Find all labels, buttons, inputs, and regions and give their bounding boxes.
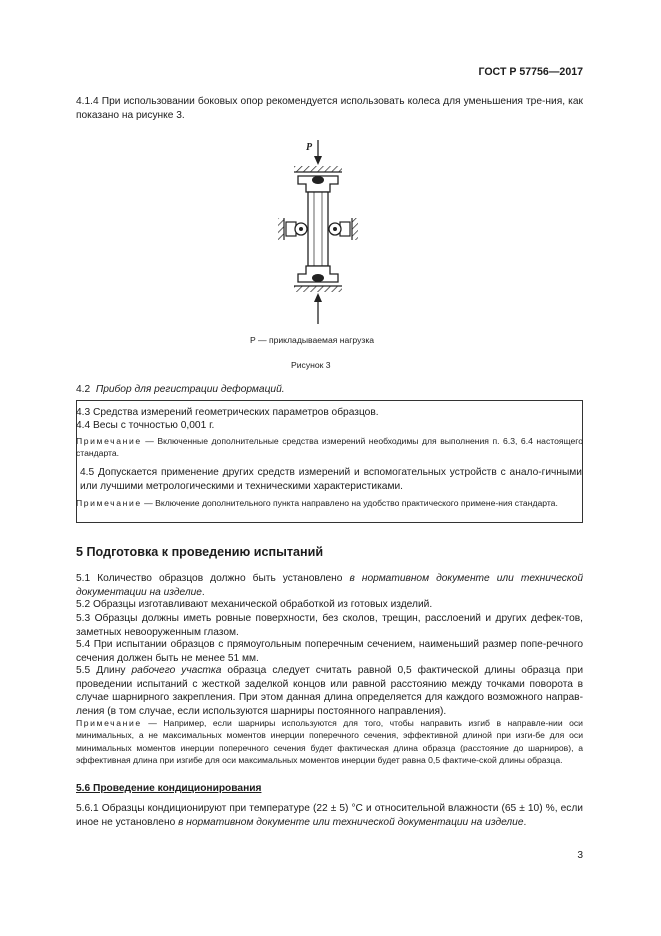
- figure-caption: Рисунок 3: [291, 360, 331, 370]
- bottom-support-hatch: [294, 286, 342, 292]
- note-2: Примечание — Включение дополнительного пункта направлено на удобство практического примене-ния стандарта.: [76, 498, 558, 508]
- right-support-hatch: [352, 218, 358, 240]
- paragraph-4-3: 4.3 Средства измерений геометрических параметров образцов.: [76, 407, 379, 418]
- paragraph-4-1-4: 4.1.4 При использовании боковых опор рекомендуется использовать колеса для уменьшения тре-ния, как показано на рисунке 3.: [76, 96, 583, 121]
- paragraph-5-4: 5.4 При испытании образцов с прямоугольным поперечным сечением, наименьший размер попе-речного сечения должен быть не менее 51 мм.: [76, 639, 583, 664]
- paragraph-5-1: 5.1 Количество образцов должно быть установлено в нормативном документе или технической документации на изделие.: [76, 573, 583, 598]
- page-number: 3: [577, 850, 583, 861]
- paragraph-4-5: 4.5 Допускается применение других средств измерений и вспомогательных устройств с анало-гичными или лучшими метрологическими и техническими характеристиками.: [80, 467, 582, 492]
- section-5-title: 5 Подготовка к проведению испытаний: [76, 545, 324, 559]
- figure-3-diagram: [268, 136, 378, 332]
- load-label: P: [306, 142, 313, 153]
- paragraph-5-5: 5.5 Длину рабочего участка образца следует считать равной 0,5 фактической длины образца при проведении испытаний с жесткой заделкой концов или равной расстоянию между точками поворота в случае шарнирного закрепления. При этом данная длина определяется для каждого возможного направ-ления (в том случае, если используются шарниры постоянного направления).: [76, 665, 584, 717]
- paragraph-5-3: 5.3 Образцы должны иметь ровные поверхности, без сколов, трещин, расслоений и других дефек-тов, заметных невооруженным глазом.: [76, 613, 583, 638]
- left-support-hatch: [278, 218, 284, 240]
- note-1: Примечание — Включенные дополнительные средства измерений необходимы для выполнения п. 6.3, 6.4 настоящего стандарта.: [76, 436, 583, 459]
- paragraph-5-6-1: 5.6.1 Образцы кондиционируют при температуре (22 ± 5) °С и относительной влажности (65 ± 10) %, если иное не установлено в нормативном документе или технической документации на изделие.: [76, 803, 583, 828]
- figure-legend: P — прикладываемая нагрузка: [250, 335, 375, 345]
- document-number: ГОСТ Р 57756—2017: [478, 66, 583, 78]
- paragraph-4-2: 4.2 Прибор для регистрации деформаций.: [76, 384, 285, 395]
- note-3: Примечание — Например, если шарниры используются для того, чтобы направить изгиб в направле-нии оси минимальных, а не максимальных моментов инерции поперечного сечения, эффективной длиной при изги-бе для оси минимальных моментов инерции поперечного сечения будет фактическая длина образца (расстояние до шарниров), а эффективная длина при изгибе для оси максимальных моментов инерции будет равна 0,5 фактиче-ской длины образца.: [76, 718, 583, 766]
- specimen: [308, 192, 328, 266]
- subsection-5-6-title: 5.6 Проведение кондиционирования: [76, 783, 262, 794]
- top-support-hatch: [294, 166, 342, 172]
- paragraph-4-4: 4.4 Весы с точностью 0,001 г.: [76, 420, 215, 431]
- paragraph-5-2: 5.2 Образцы изготавливают механической обработкой из готовых изделий.: [76, 599, 433, 610]
